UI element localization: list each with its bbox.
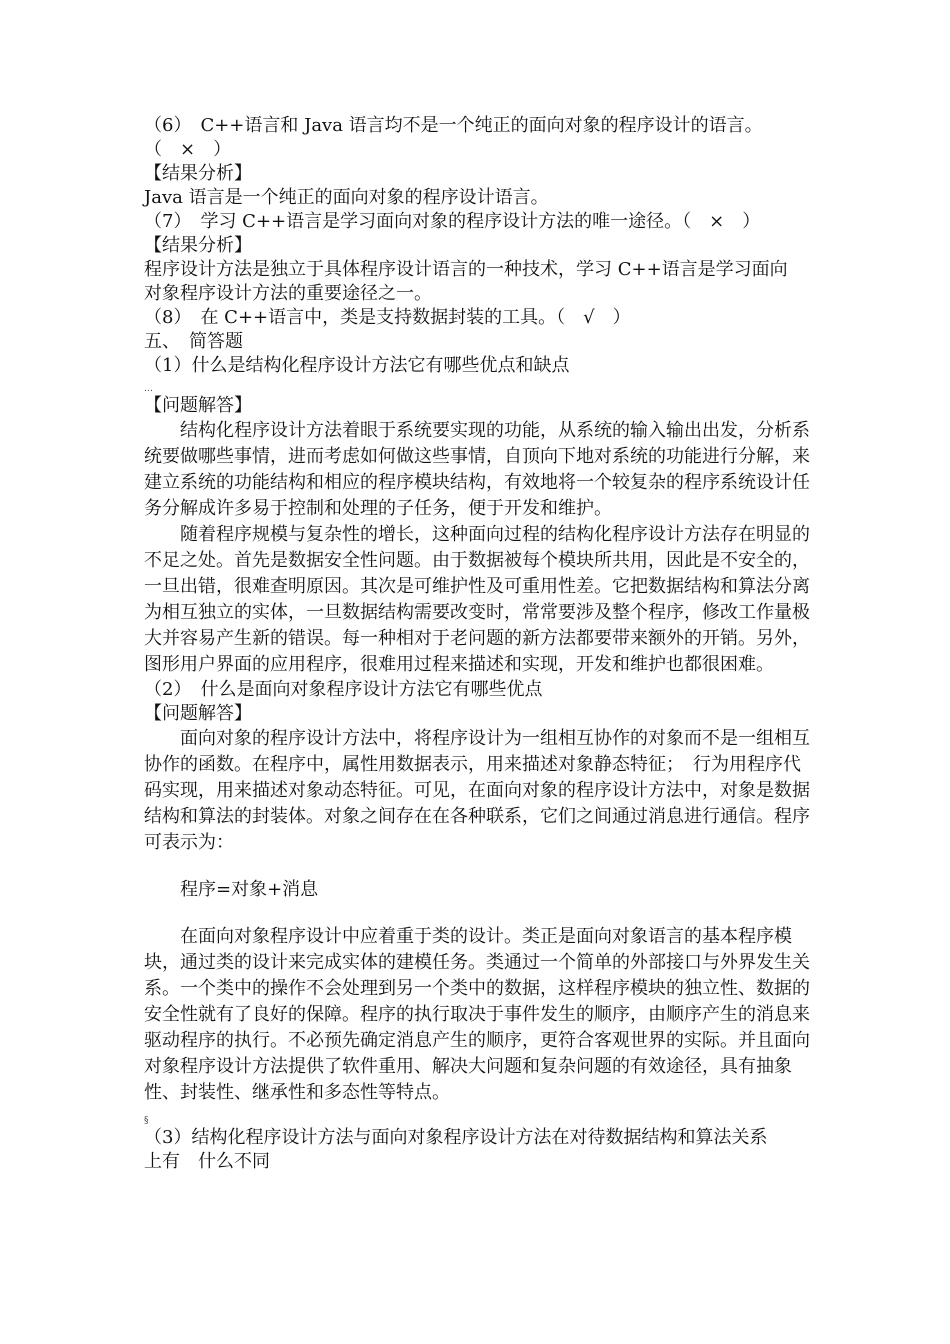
result-heading: 【结果分析】: [144, 235, 252, 256]
result-text: 程序设计方法是独立于具体程序设计语言的一种技术，学习 C++语言是学习面向: [144, 259, 788, 280]
short-question-3: （3）结构化程序设计方法与面向对象程序设计方法在对待数据结构和算法关系: [144, 1127, 768, 1148]
spacer: [144, 902, 814, 924]
result-text: 对象程序设计方法的重要途径之一。: [144, 283, 432, 304]
short-question-2: （2） 什么是面向对象程序设计方法它有哪些优点: [144, 679, 543, 700]
answer-heading: 【问题解答】: [144, 703, 252, 724]
question-7: （7） 学习 C++语言是学习面向对象的程序设计方法的唯一途径。（ × ）: [144, 211, 761, 232]
result-heading: 【结果分析】: [144, 163, 252, 184]
question-8: （8） 在 C++语言中，类是支持数据封装的工具。（ √ ）: [144, 307, 631, 328]
formula: 程序=对象+消息: [180, 879, 319, 900]
question-6: （6） C++语言和 Java 语言均不是一个纯正的面向对象的程序设计的语言。: [144, 115, 763, 136]
document-content: [144, 114, 814, 1174]
short-question-1: （1）什么是结构化程序设计方法它有哪些优点和缺点: [144, 355, 570, 376]
answer-heading: 【问题解答】: [144, 395, 252, 416]
short-question-3-continued: 上有 什么不同: [144, 1151, 270, 1172]
page-marker: §: [144, 1116, 149, 1126]
question-6-answer: （ × ）: [144, 139, 232, 160]
result-text: Java 语言是一个纯正的面向对象的程序设计语言。: [144, 187, 549, 208]
answer-paragraph: 随着程序规模与复杂性的增长，这种面向过程的结构化程序设计方法存在明显的不足之处。首先是数据安全性问题。由于数据被每个模块所共用，因此是不安全的，一旦出错，很难查明原因。其次是可维护性及可重用性差。它把数据结构和算法分离为相互独立的实体，一旦数据结构需要改变时，常常要涉及整个程序，修改工作量极大并容易产生新的错误。每一种相对于老问题的新方法都要带来额外的开销。另外，图形用户界面的应用程序，很难用过程来描述和实现，开发和维护也都很困难。: [144, 524, 810, 675]
spacer: [144, 1106, 814, 1116]
page-marker: …: [144, 384, 153, 394]
answer-paragraph: 结构化程序设计方法着眼于系统要实现的功能，从系统的输入输出出发，分析系统要做哪些事情，进而考虑如何做这些事情，自顶向下地对系统的功能进行分解，来建立系统的功能结构和相应的程序模块结构，有效地将一个较复杂的程序系统设计任务分解成许多易于控制和处理的子任务，便于开发和维护。: [144, 420, 810, 519]
answer-paragraph: 面向对象的程序设计方法中，将程序设计为一组相互协作的对象而不是一组相互协作的函数。在程序中，属性用数据表示，用来描述对象静态特征； 行为用程序代码实现，用来描述对象动态特征。可见，在面向对象的程序设计方法中，对象是数据结构和算法的封装体。对象之间存在在各种联系，它们之间通过消息进行通信。程序可表示为：: [144, 728, 810, 853]
answer-paragraph: 在面向对象程序设计中应着重于类的设计。类正是面向对象语言的基本程序模块，通过类的设计来完成实体的建模任务。类通过一个简单的外部接口与外界发生关系。一个类中的操作不会处理到另一个类中的数据，这样程序模块的独立性、数据的安全性就有了良好的保障。程序的执行取决于事件发生的顺序，由顺序产生的消息来驱动程序的执行。不必预先确定消息产生的顺序，更符合客观世界的实际。并且面向对象程序设计方法提供了软件重用、解决大问题和复杂问题的有效途径，具有抽象性、封装性、继承性和多态性等特点。: [144, 926, 810, 1103]
spacer: [144, 856, 814, 878]
section-heading: 五、 简答题: [144, 331, 243, 352]
